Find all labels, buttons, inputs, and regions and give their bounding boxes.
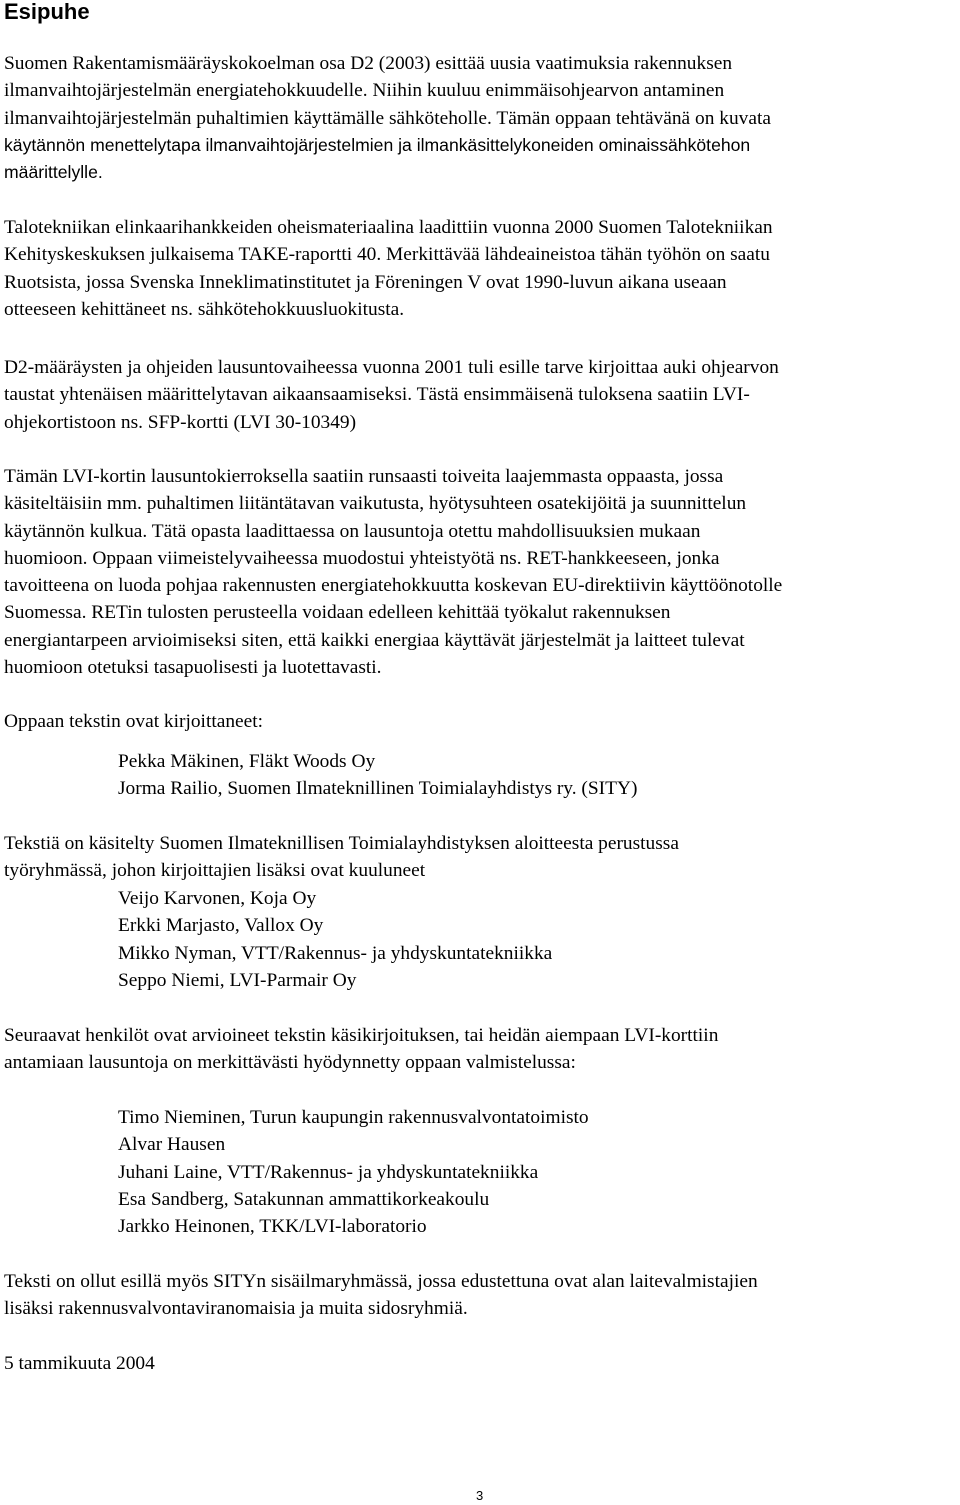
paragraph-intro bbox=[4, 50, 956, 186]
text-line: ilmanvaihtojärjestelmän puhaltimien käyttämälle sähköteholle. Tämän oppaan tehtävänä on kuvata bbox=[4, 107, 771, 129]
text-line: Kehityskeskuksen julkaisema TAKE-raportti 40. Merkittävää lähdeaineistoa tähän työhön on saatu bbox=[4, 244, 770, 266]
document-date bbox=[4, 1350, 956, 1377]
workgroup-member: Veijo Karvonen, Koja Oy bbox=[118, 888, 317, 909]
text-line: Ruotsista, jossa Svenska Inneklimatinstitutet ja Föreningen V ovat 1990-luvun aikana useaan bbox=[4, 271, 727, 293]
text-line: lisäksi rakennusvalvontaviranomaisia ja muita sidosryhmiä. bbox=[4, 1298, 468, 1320]
paragraph-lvi-card bbox=[4, 463, 956, 681]
text-line: Tekstiä on käsitelty Suomen Ilmateknillisen Toimialayhdistyksen aloitteesta perustussa bbox=[4, 833, 679, 854]
text-line: Suomessa. RETin tulosten perusteella voidaan edelleen kehittää työkalut rakennuksen bbox=[4, 602, 671, 624]
text-line: Suomen Rakentamismääräyskokoelman osa D2 (2003) esittää uusia vaatimuksia rakennuksen bbox=[4, 53, 733, 74]
text-line: käytännön kulkua. Tätä opasta laadittaessa on lausuntoja otettu mahdollisuuksien mukaan bbox=[4, 520, 701, 542]
workgroup-member: Mikko Nyman, VTT/Rakennus- ja yhdyskuntatekniikka bbox=[118, 942, 553, 964]
text-line: työryhmässä, johon kirjoittajien lisäksi ovat kuuluneet bbox=[4, 860, 426, 882]
authors-intro bbox=[4, 708, 956, 735]
text-line: huomioon. Oppaan viimeistelyvaiheessa muodostui yhteistyötä ns. RET-hankkeeseen, jonka bbox=[4, 547, 720, 569]
page-title: Esipuhe bbox=[4, 0, 90, 24]
text-line: käytännön menettelytapa ilmanvaihtojärjestelmien ja ilmankäsittelykoneiden ominaissähkötehon bbox=[4, 134, 751, 155]
reviewer-item: Timo Nieminen, Turun kaupungin rakennusvalvontatoimisto bbox=[118, 1107, 589, 1128]
author-item: Jorma Railio, Suomen Ilmateknillinen Toimialayhdistys ry. (SITY) bbox=[118, 778, 638, 800]
paragraph-background bbox=[4, 214, 956, 323]
text-line: D2-määräysten ja ohjeiden lausuntovaiheessa vuonna 2001 tuli esille tarve kirjoittaa auki ohjearvon bbox=[4, 357, 779, 378]
page-number: 3 bbox=[476, 1488, 484, 1503]
text-line: antamiaan lausuntoja on merkittävästi hyödynnetty oppaan valmistelussa: bbox=[4, 1052, 576, 1074]
reviewers-list bbox=[118, 1104, 589, 1240]
workgroup-member: Erkki Marjasto, Vallox Oy bbox=[118, 915, 324, 937]
reviewers-intro bbox=[4, 1022, 956, 1077]
paragraph-d2 bbox=[4, 354, 956, 436]
workgroup-list bbox=[118, 885, 552, 994]
text-line: otteeseen kehittäneet ns. sähkötehokkuusluokitusta. bbox=[4, 298, 405, 320]
author-item: Pekka Mäkinen, Fläkt Woods Oy bbox=[118, 751, 376, 772]
reviewer-item: Juhani Laine, VTT/Rakennus- ja yhdyskuntatekniikka bbox=[118, 1161, 539, 1183]
date-text: 5 tammikuuta 2004 bbox=[4, 1353, 155, 1374]
text-line: energiantarpeen arvioimiseksi siten, että kaikki energiaa käyttävät järjestelmät ja laitteet tulevat bbox=[4, 629, 745, 651]
text-line: Oppaan tekstin ovat kirjoittaneet: bbox=[4, 711, 264, 732]
text-line: määrittelylle. bbox=[4, 162, 103, 183]
text-line: Tämän LVI-kortin lausuntokierroksella saatiin runsaasti toiveita laajemmasta oppaasta, jossa bbox=[4, 466, 724, 487]
text-line: Teksti on ollut esillä myös SITYn sisäilmaryhmässä, jossa edustettuna ovat alan laitevalmistajien bbox=[4, 1271, 758, 1292]
text-line: tavoitteena on luoda pohjaa rakennusten energiatehokkuutta koskevan EU-direktiivin käyttöönotolle bbox=[4, 575, 783, 597]
reviewer-item: Esa Sandberg, Satakunnan ammattikorkeakoulu bbox=[118, 1188, 490, 1210]
text-line: ohjekortistoon ns. SFP-kortti (LVI 30-10349) bbox=[4, 411, 357, 433]
workgroup-intro bbox=[4, 830, 956, 885]
paragraph-final bbox=[4, 1268, 956, 1323]
reviewer-item: Jarkko Heinonen, TKK/LVI-laboratorio bbox=[118, 1216, 427, 1238]
text-line: taustat yhtenäisen määrittelytavan aikaansaamiseksi. Tästä ensimmäisenä tuloksena saatiin LVI- bbox=[4, 384, 750, 406]
text-line: käsiteltäisiin mm. puhaltimen liitäntätavan vaikutusta, hyötysuhteen osatekijöitä ja suunnittelun bbox=[4, 493, 747, 515]
workgroup-member: Seppo Niemi, LVI-Parmair Oy bbox=[118, 969, 357, 991]
reviewer-item: Alvar Hausen bbox=[118, 1134, 226, 1156]
text-line: ilmanvaihtojärjestelmän energiatehokkuudelle. Niihin kuuluu enimmäisohjearvon antaminen bbox=[4, 80, 725, 102]
text-line: Seuraavat henkilöt ovat arvioineet tekstin käsikirjoituksen, tai heidän aiempaan LVI-korttiin bbox=[4, 1025, 719, 1046]
text-line: Talotekniikan elinkaarihankkeiden oheismateriaalina laadittiin vuonna 2000 Suomen Talotekniikan bbox=[4, 217, 773, 238]
authors-list bbox=[118, 748, 637, 803]
text-line: huomioon otetuksi tasapuolisesti ja luotettavasti. bbox=[4, 657, 382, 679]
